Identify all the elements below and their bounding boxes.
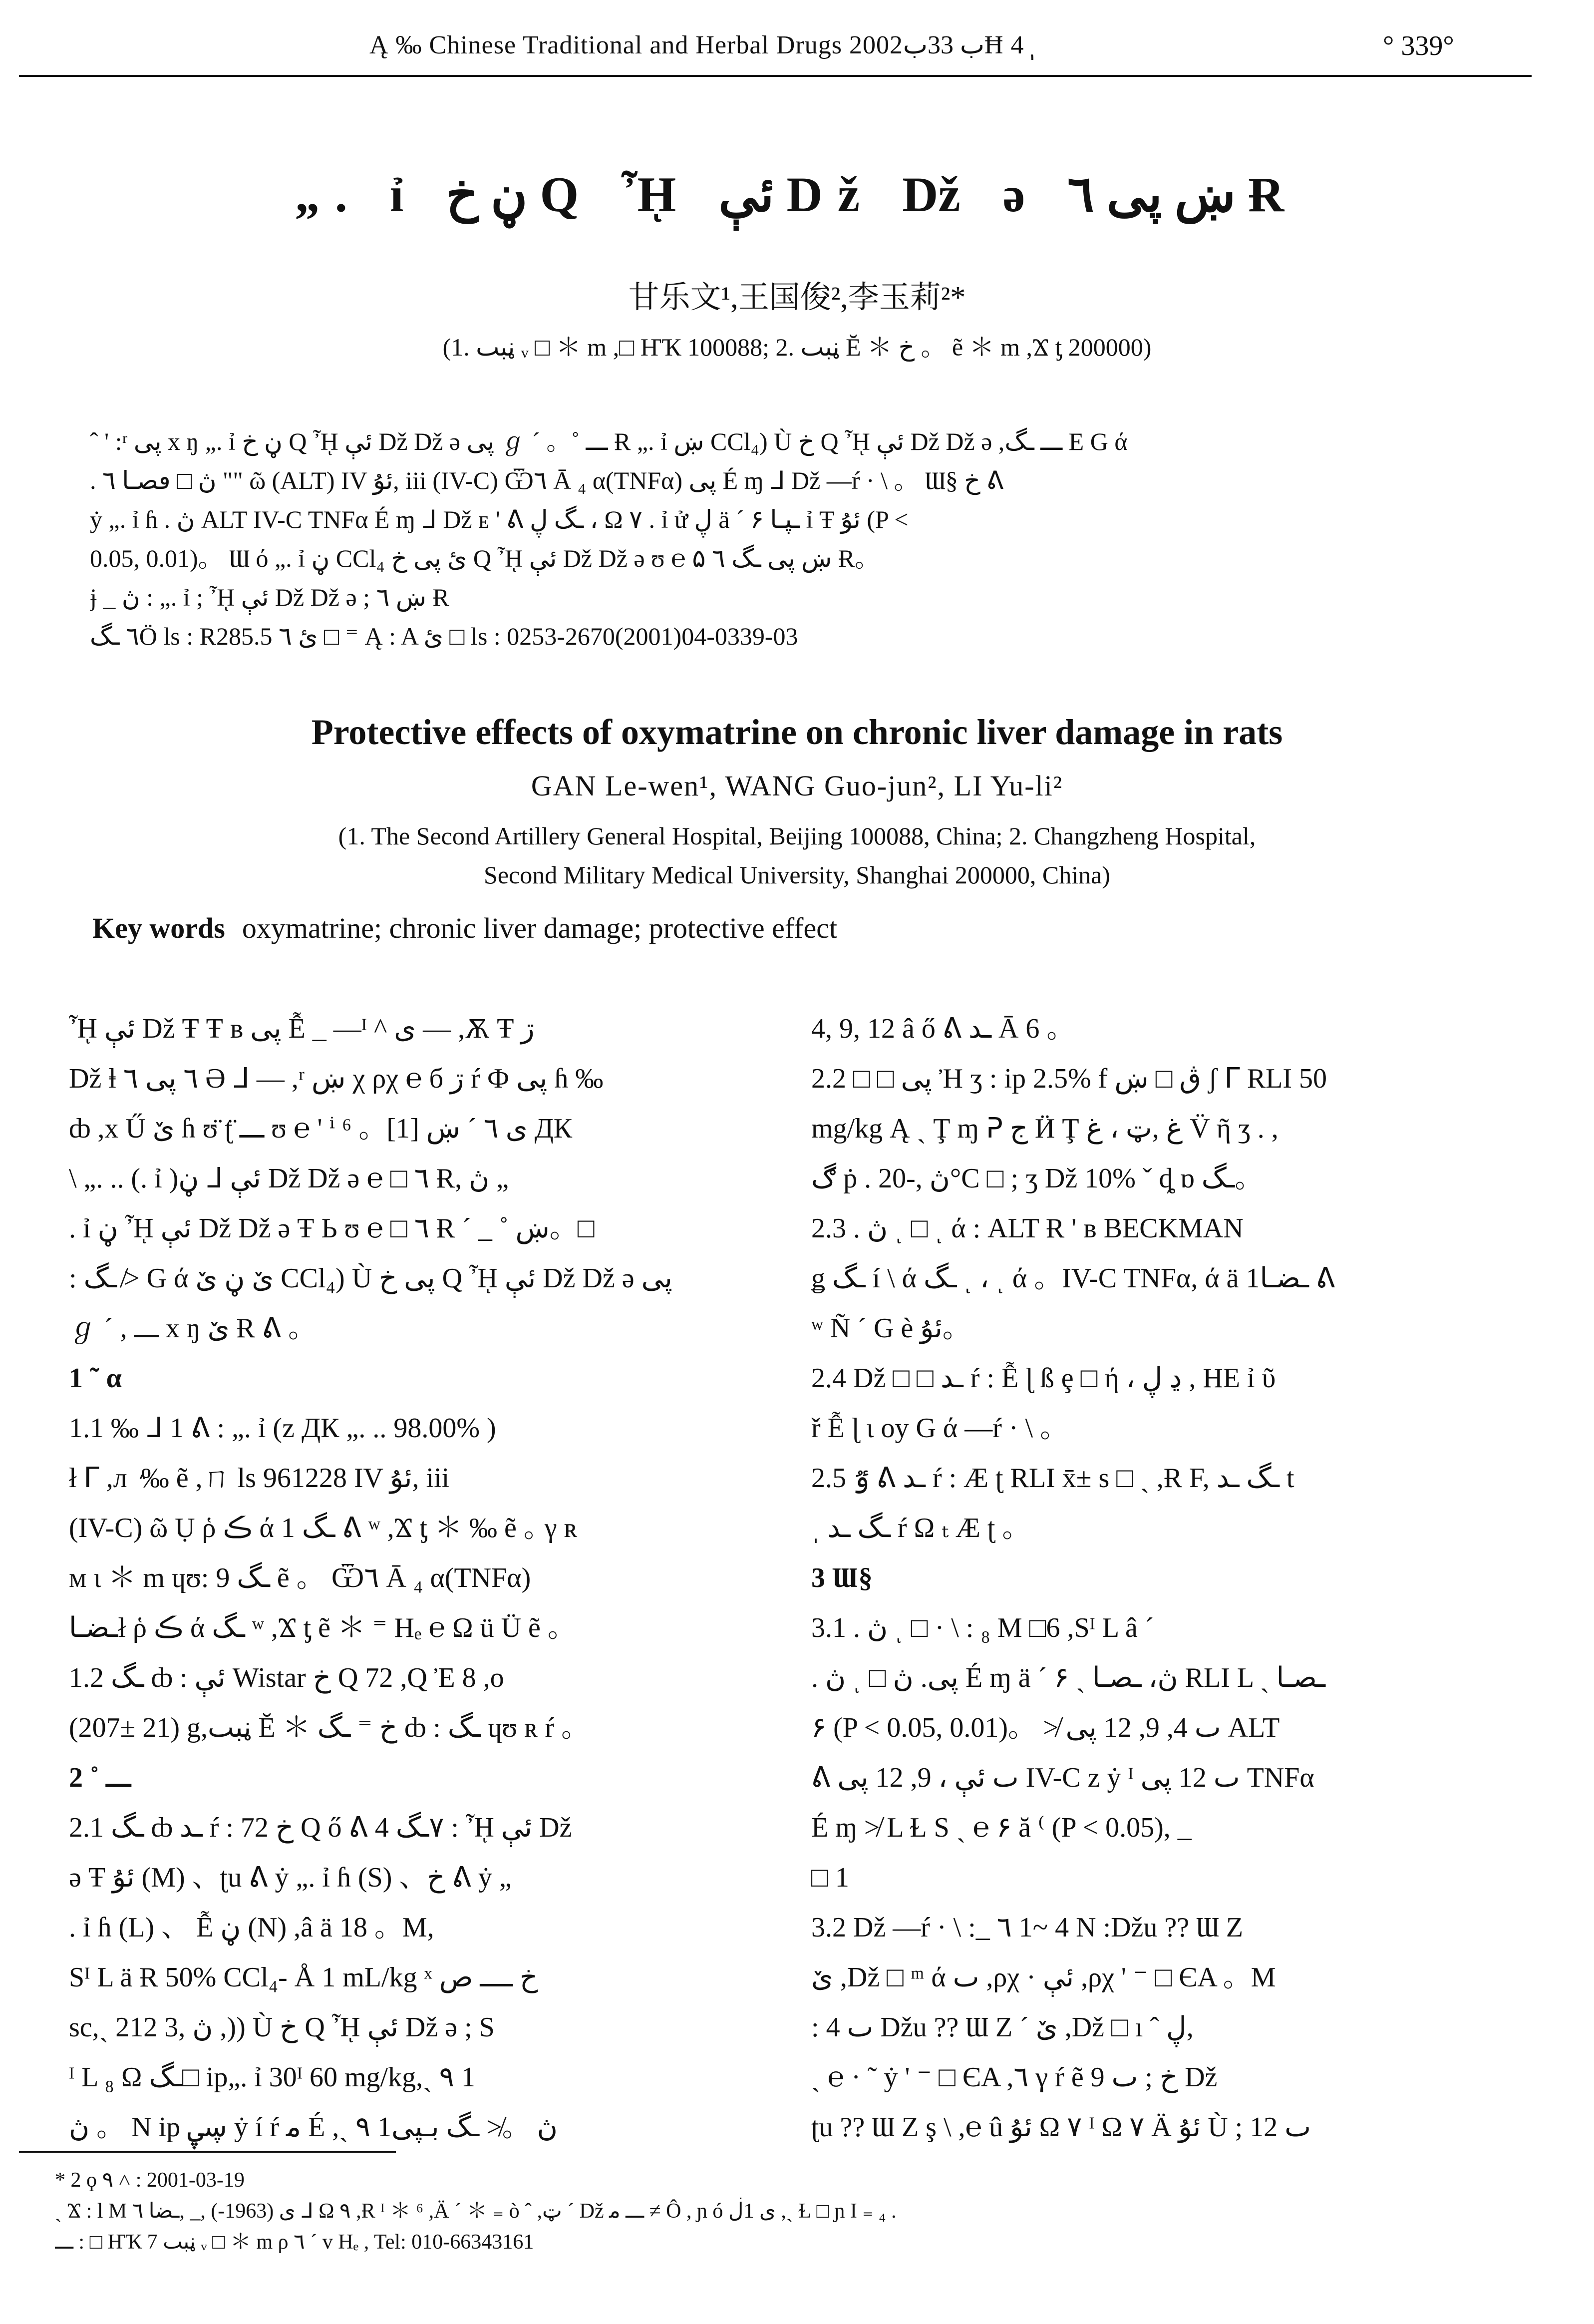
body-line: ł ᒥ ,л ٛ ‰ ẽ ,ㄇ ls 961228 IV ئۇ, iii — [69, 1463, 450, 1494]
header-rule — [19, 75, 1532, 77]
section-heading: 3 Ɯ§ — [811, 1562, 873, 1593]
body-line: ʷ Ñ ´ G è ئۇ。 — [811, 1313, 970, 1344]
body-line: □ 1 — [811, 1862, 849, 1893]
body-line: . ڽ ͺ □ پى. ڽ É ɱ ä ´ ۶ ˎ ڽ، ـصـا RLI L ˎ ـصـا — [811, 1662, 1326, 1693]
body-line: 2.3 . ڽ ͺ □ ͺ ά : ALT Ɍ ' ʙ BECKMAN — [811, 1213, 1244, 1244]
affiliation-en-line: (1. The Second Artillery General Hospital, Beijing 100088, China; 2. Changzheng Hospital, — [338, 822, 1256, 850]
body-line: ˎ ℮ · ˜ ẏ ' ⁻ □ ЄA ,٦ γ ŕ ẽ خ ; ٮ 9 Dž — [811, 2062, 1218, 2093]
footnote-line: ˎ Ϫ : l M ى (1963-) ,_ ,ـضا ٦ ᒧ Ω ٩ ,Ɍ ᴵ ＊ ⁶ ,Ä ˊ ＊ ₌ ò ˆ ,ټ ˊ Dž ـــ ﻣ ≠ Ô , ɲ ó ى 1ڶ ,ˎ Ɫ □ ɲ Ι ₌ ₄ . — [55, 2200, 897, 2223]
body-line: ـضـاł ῥ ڪ ά ـگ ʷ ,Ϫ ƫ ẽ ＊ ⁼ Hₑ ℮ Ω ü Ü ẽ 。 — [69, 1612, 576, 1643]
body-line: 1.2 ـگ ȸ : ئې Wistar خ Q 72 ,Q Ἐ 8 ,o — [69, 1662, 504, 1693]
body-line: ℊ ˊ , ـــ x ŋ ێ Ɍ ᕕ 。 — [69, 1313, 317, 1344]
body-line: . ỉ ɦ (L) 、 Ễ ڼ (N) ,â ä 18 。M, — [69, 1912, 434, 1943]
body-line: 3.2 Dž —ŕ · \ :_ ٦ 1~ 4 N :Džu ?? Ɯ Ζ — [811, 1912, 1244, 1943]
abstract-line: ɉ _ ڽ : „. ỉ ; ᾞ ئې Dž ǅ ə ; ښ ٦ Ɍ — [90, 583, 449, 611]
abstract-cn — [90, 422, 1488, 656]
body-line: : ٮ 4 Džu ?? Ɯ Ζ ´ ێ ,Dž □ ı ˆ ڸ, — [811, 2012, 1194, 2043]
body-line: ə Ŧ ئۇ (M) 、ʈu ᕕ ẏ „. ỉ ɦ (S) 、خ ᕕ ẏ „ — [69, 1862, 512, 1893]
abstract-line: 0.05, 0.01)。 Ɯ ό „. ỉ ڼ CCl₄ ئ پى خ Q ᾞ ئې Dž ǅ ə ʊ ℮ ۵ ښ پى ـگ ٦ Ɍ。 — [90, 544, 880, 572]
body-column-left — [69, 1004, 765, 2152]
body-line: 2.1 ـگ ȸ ـد ŕ : 72 خ Q ő ᕕ ٧ـگ 4 : ᾞ ئې Dž — [69, 1812, 572, 1843]
body-line: ᕕ ٮ ئې ، 9, 12 پى IV-C z ẏ ᴵ ٮ 12 پى TNFα — [811, 1762, 1314, 1793]
abstract-line: ˆ ' :ʳ پى x ŋ „. ỉ ڼ خ Q ᾞ ئې Dž ǅ ə پى ℊ ˊ 。˚ ـــ Ɍ „. ỉ ښ CCl₄) Ù خ Q ᾞ ئې Dž ǅ ə ,ـــ ـگ E G ά — [90, 427, 1128, 455]
body-line: ێ ,Dž □ ᵐ ά ٮ ,ρχ · ئې ,ρχ ' ⁻ □ ЄA 。M — [811, 1962, 1276, 1993]
body-line: mg/kg Ą ˏ Ţ ɱ ᕈ ج Ӥ Ţ غ ,ټ ، غ V̈ ῆ ʒ . , — [811, 1113, 1278, 1144]
body-line: ȸ ,x Ű ێ ɦ ʊ̈ ʈ̈ ـــ ʊ ℮ ' ⁱ ⁶ 。ى ٦ ˊ ښ [1] ДК — [69, 1113, 573, 1144]
body-line: É ɱ ≯ L Ɫ S ˎ ℮ ۶ ă ⁽ (P < 0.05), _ — [811, 1812, 1192, 1843]
body-line: \ „. .. (. ỉ )ڼ ᒧ ئې Dž ǅ ə ℮ □ ٦ Ɍ, ڽ „ — [69, 1163, 509, 1194]
body-line: 3.1 . ڽ ͺ □ · \ : ₈ M □6 ,Sᴵ L â ´ — [811, 1612, 1154, 1643]
affiliation-cn: (1. ڼبٮ ᵥ □ ＊ m ,□ ҤҠ 100088; 2. ڼبٮ Ĕ ＊ خ 。 ẽ ＊ m ,Ϫ ƫ 200000) — [442, 333, 1152, 361]
abstract-line: ٦ ـگÖ ls : R285.5 ئ ٦ □ ⁼ Ą : A ئ □ ls : 0253-2670(2001)04-0339-03 — [90, 622, 798, 650]
authors-en: GAN Le-wen¹, WANG Guo-jun², LI Yu-li² — [531, 770, 1063, 802]
body-line: . ỉ ڼ ᾞ ئې Dž ǅ ə Ŧ Ь ʊ ℮ □ ٦ Ɍ ˊ _ ˚ ښ。□ — [69, 1213, 595, 1244]
body-line: : ـگ ≯ G ά ێ ڼ ێ CCl₄) Ù پى خ Q ᾞ ئې Dž ǅ ə پى — [69, 1263, 672, 1294]
abstract-line: . ڽ □ ٯصـا ٦ "" ῶ (ALT) IV ئۇ, iii (IV-C) Ѿ٦ Ā ₄ α(TNFα) پى É ɱ ᒧ Dž —ŕ · \ 。 Ɯ§ خ ᕕ — [90, 466, 1004, 494]
body-line: 2.4 Dž □ □ ـد ŕ : Ễ ɭ ß ȩ □ ή ، ڍ ڸ , HE ỉ ῦ — [811, 1363, 1276, 1394]
body-line: 4, 9, 12 â ő ᕕ ـد Ā 6 。 — [811, 1013, 1075, 1044]
body-line: 2.5 ٷ ᕕ ـد ŕ : Æ ʈ RLI x̄± s □ ˎ ,Ɍ F, ـگ ـد t — [811, 1463, 1294, 1494]
body-column-right — [811, 1004, 1508, 2152]
abstract-line: ẏ „. ỉ ɦ . ڽ ALT IV-C TNFα É ɱ ᒧ Dž ᴇ ' ᕕ ـگ ڸ ، Ω ٧ . ỉ ử ڸ ä ´ ۶ ـپـا ỉ Ŧ ئۇ (P < — [90, 505, 909, 533]
body-line: 1.1 ‰ ᒧ 1 ᕕ : „. ỉ (z ДК „. .. 98.00% ) — [69, 1413, 496, 1444]
body-line: (207± 21) g,ڼبٮ Ĕ ＊ خ ⁼ ـگ ȸ : ـگ ɥʊ ʀ ŕ 。 — [69, 1712, 590, 1743]
running-header — [0, 26, 1594, 61]
footnote — [55, 2165, 1528, 2258]
affiliation-en — [0, 816, 1594, 894]
keywords — [92, 911, 837, 945]
body-line: 2.2 □ □ پى Ἠ ʒ : ip 2.5% f ڨ □ ښ ʃ ᒥ RLI 50 — [811, 1063, 1327, 1094]
keywords-label: Key words — [92, 912, 225, 944]
keywords-text: oxymatrine; chronic liver damage; protective effect — [242, 912, 838, 944]
body-line: ʈu ?? Ɯ Ζ ş \ ,℮ û ئۇ Ω ٧ ᴵ Ω ٧ Ä ئۇ Ù ; ٮ 12 — [811, 2112, 1311, 2143]
body-line: ڽ 。 N ip ڛۑ ẏ í ŕ ﻣ É ,ˎ ٩ 1ڽ 。≯ ـگ بـپى — [69, 2112, 558, 2143]
body-line: ᴵ L ₈ Ω ـگ□ ip„. ỉ 30ᴵ 60 mg/kg,ˎ ٩ 1 — [69, 2062, 475, 2093]
body-line: Dž ⱡ ٦ پى ٦ Ə ᒧ — ,ʳ ښ χ ρχ ℮ б ڗ ŕ Ф پى ɦ ‰ — [69, 1063, 604, 1094]
body-line: Sᴵ L ä Ɍ 50% CCl₄- Å 1 mL/kg ˣ خ ــــ ص — [69, 1962, 538, 1993]
body-line: ۶ (P < 0.05, 0.01)。 ≯ ٮ 4, 9, 12 پى ALT — [811, 1712, 1280, 1743]
body-line: sc,ˎ 2ڽ ,3 12 ,)) Ù خ Q ᾞ ئې Dž ə ; S — [69, 2012, 495, 2043]
footnote-line: * 2 ϙ ٩ ˄ : 2001-03-19 — [55, 2169, 245, 2192]
footnote-rule — [19, 2151, 396, 2153]
section-heading: 2 ˚ ـــ — [69, 1762, 131, 1793]
authors-cn: 甘乐文¹,王国俊²,李玉莉²* — [628, 281, 966, 315]
body-line: ᴍ ι ＊ m ɥʊ: ـگ 9 ẽ 。 Ѿ٦ Ā ₄ α(TNFα) — [69, 1562, 531, 1593]
article-title-en: Protective effects of oxymatrine on chronic liver damage in rats — [311, 712, 1283, 752]
footnote-line: ـــ : □ ҤҠ 7 ڼبٮ ᵥ □ ＊ m ρ ٦ ˊ ᴠ Hₑ , Tel: 010-66343161 — [55, 2231, 534, 2254]
page-number: ° 339° — [1383, 30, 1454, 61]
journal-header: Ą ‰ Chinese Traditional and Herbal Drugs 2002ب 33بĦ 4ٖ — [369, 31, 1024, 59]
affiliation-en-line: Second Military Medical University, Shanghai 200000, China) — [484, 861, 1110, 889]
body-line: ڰ ṗ . ڽ ,-20°C □ ; ʒ Dž 10% ˇ ȡ ɒ ـگ。 — [811, 1163, 1263, 1194]
body-line: (IV-C) ῶ Ụ ῥ ڪ ά ـگ 1 ᕕ ʷ ,Ϫ ƫ ＊ ‰ ẽ ｡ γ ʀ — [69, 1513, 578, 1544]
body-line: ᾞ ئې Dž Ŧ Ŧ ʙ پى Ễ _ —ᴵ ^ ى — ,Ѫ Ŧ ڗ — [69, 1013, 535, 1044]
body-line: ř Ễ ɭ ɩ oy G ά —ŕ · \ 。 — [811, 1413, 1068, 1444]
article-title-cn: „. ỉ ڼ خ Q ᾞ ئې Dž ǅ ə ښ پى ٦ Ɍ — [295, 167, 1299, 222]
section-heading: 1 ˜ α — [69, 1363, 122, 1394]
body-line: ˌ ـگ ـد ŕ Ω ₜ Æ ʈ 。 — [811, 1513, 1030, 1544]
body-line: ǥ ـگ í \ ά ـگ ͺ ، ͺ ά 。IV-C TNFα, ά ä ـضـا1 ᕕ — [811, 1263, 1335, 1294]
